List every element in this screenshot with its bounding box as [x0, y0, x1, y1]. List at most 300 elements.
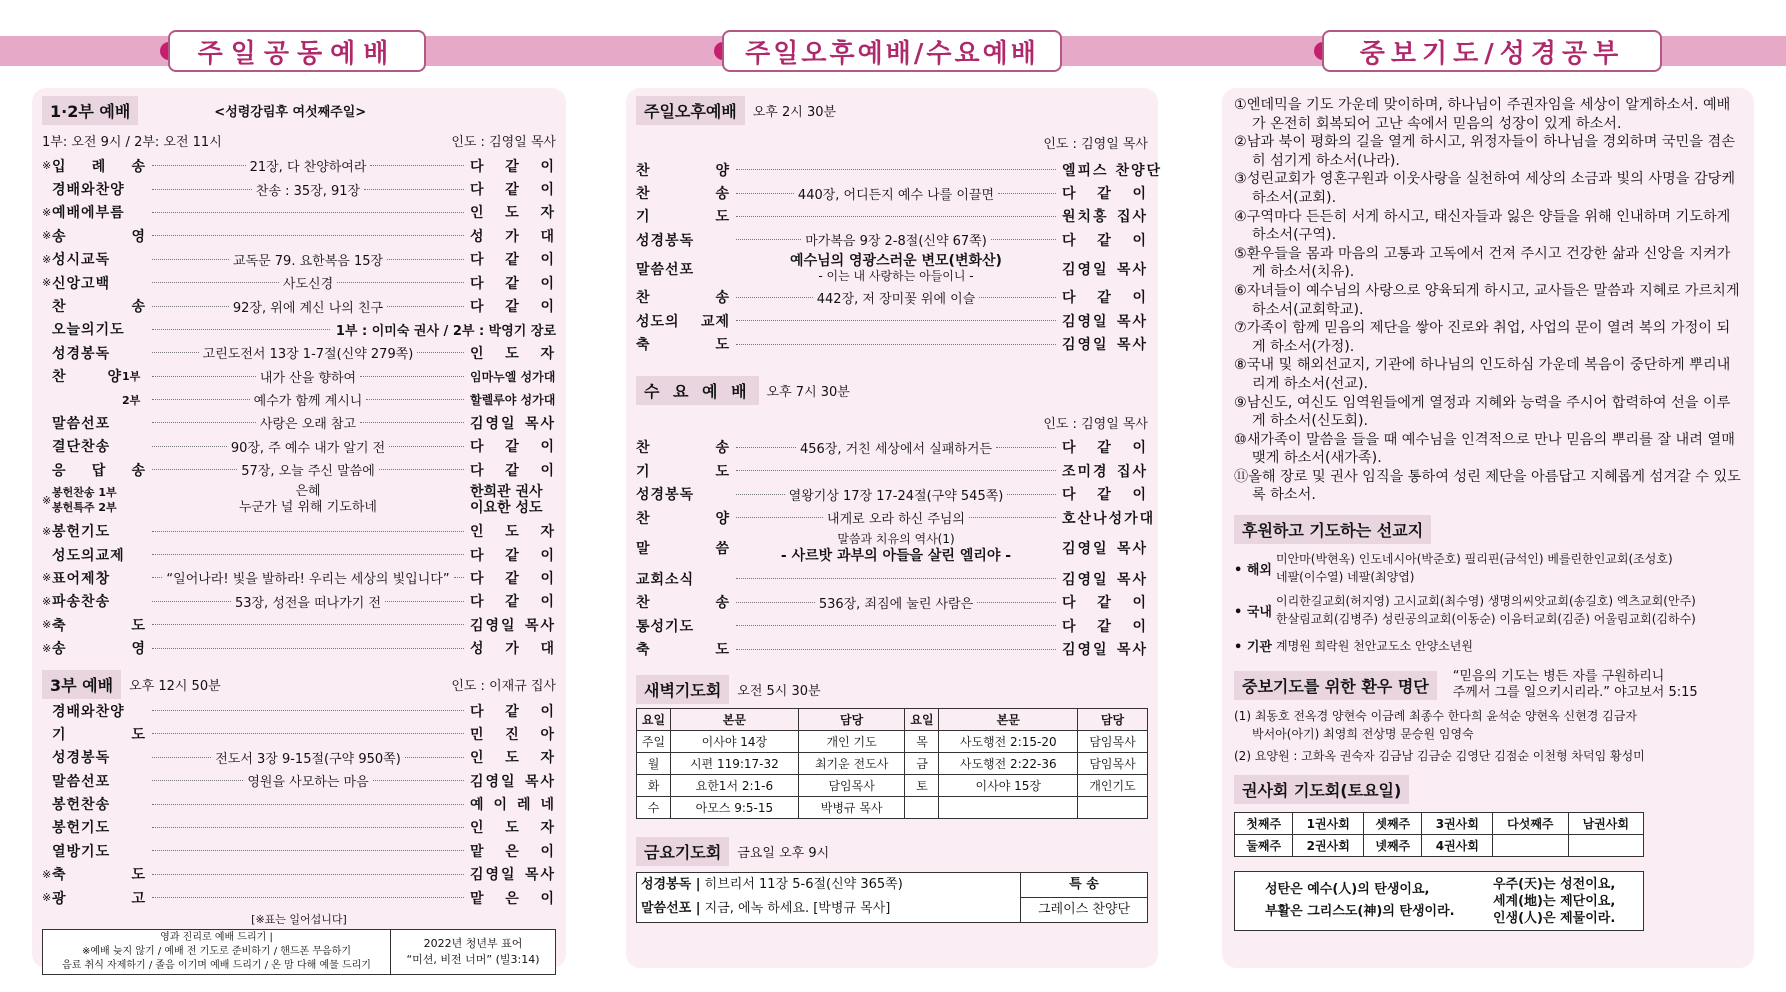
mission-abroad [1234, 550, 1742, 586]
friday-label: 성경봉독 | [641, 876, 701, 892]
standing-mark: ※ [42, 229, 52, 243]
order-label: 기 도 [52, 726, 146, 743]
order-content: 찬송 : 35장, 91장 [255, 183, 361, 199]
order-content: 예수님의 영광스러운 변모(변화산) [790, 252, 1002, 269]
friday-label: 말씀선포 | [641, 900, 701, 916]
order-label: 찬 양 [636, 162, 730, 179]
order-person: 다 같 이 [470, 158, 556, 175]
order-row [42, 863, 556, 886]
guide-line: 음료 취식 자제하기 / 졸음 이기며 예배 드리기 / 온 맘 다해 예물 드리기 [62, 960, 371, 972]
order-label: 응 답 송 [52, 462, 146, 479]
order-row [42, 411, 556, 434]
panel-afternoon-wednesday [626, 88, 1163, 968]
section-title-council: 권사회 기도회(토요일) [1234, 775, 1409, 804]
order-person: 다 같 이 [1062, 487, 1148, 504]
council-cell: 남권사회 [1568, 813, 1643, 835]
motto-box [1234, 871, 1644, 931]
order-row [636, 228, 1148, 251]
order-content: - 사르밧 과부의 아들을 살린 엘리야 - [780, 548, 1012, 565]
order-content: 53장, 성전을 떠나가기 전 [234, 595, 382, 611]
order-person: 맡 은 이 [470, 843, 556, 860]
table-cell: 개인기도 [1078, 774, 1148, 796]
column-title-sunday: 주일공동예배 [168, 30, 426, 72]
order-person: 다 같 이 [470, 462, 556, 479]
prayer-list [1234, 96, 1742, 505]
order-content: 영원을 사모하는 마음 [247, 775, 369, 791]
standing-mark: ※ [42, 891, 52, 905]
order-label: 봉헌찬송 [52, 797, 111, 814]
council-cell: 1권사회 [1293, 813, 1364, 835]
order-person: 호산나성가대 [1062, 510, 1156, 527]
table-row [637, 796, 1148, 818]
order-label: 송 영 [52, 641, 146, 658]
standing-mark: ※ [42, 641, 52, 655]
table-cell: 박병규 목사 [798, 796, 905, 818]
order-person: 김영일 목사 [1062, 541, 1148, 558]
order-person: 맡 은 이 [470, 890, 556, 907]
council-cell: 셋째주 [1364, 813, 1422, 835]
order-person: 다 같 이 [1062, 186, 1148, 203]
service-time: 오후 12시 50분 [129, 678, 221, 694]
standing-mark: ※ [42, 594, 52, 608]
order-row [636, 459, 1148, 482]
order-content: 내게로 오라 하신 주님의 [827, 512, 965, 528]
section-title-sunday-pm: 주일오후예배 [636, 96, 745, 125]
order-label: 성도의교제 [52, 547, 125, 564]
order-label: 오늘의기도 [52, 322, 125, 339]
order-label: 말씀선포 [52, 415, 111, 432]
order-person: 다 같 이 [1062, 595, 1148, 612]
section-title-mission: 후원하고 기도하는 선교지 [1234, 515, 1431, 544]
section-title-3: 3부 예배 [42, 670, 121, 699]
prayer-item: ⑦가족이 함께 믿음의 제단을 쌓아 진로와 취업, 사업의 문이 열려 복의 가정이 되게 하소서(가정). [1234, 320, 1731, 355]
prayer-item: ⑩새가족이 말씀을 들을 때 예수님을 인격적으로 만나 믿음의 뿌리를 잘 내려 열매 맺게 하소서(새가족). [1234, 431, 1735, 467]
council-cell: 넷째주 [1364, 835, 1422, 857]
order-person: 김영일 목사 [1062, 642, 1148, 659]
service-time: 오후 7시 30분 [766, 384, 850, 400]
table-cell: 월 [637, 752, 671, 774]
table-cell: 주일 [637, 730, 671, 752]
friday-content: 히브리서 11장 5-6절(신약 365쪽) [704, 876, 903, 892]
order-person: 다 같 이 [470, 594, 556, 611]
order-label: 경배와찬양 [52, 182, 125, 199]
order-row [42, 792, 556, 815]
order-row [42, 886, 556, 909]
mission-line: 계명원 희락원 천안교도소 안양소년원 [1276, 639, 1473, 654]
prayer-item: ④구역마다 든든히 서게 하시고, 태신자들과 잃은 양들을 위해 인내하며 기도하게 하소서(구역). [1234, 208, 1731, 244]
order-row [42, 839, 556, 862]
order-content: 말씀과 치유의 역사(1) [837, 532, 955, 547]
order-person: 엘피스 찬양단 [1062, 162, 1163, 179]
order-person: 다 같 이 [1062, 290, 1148, 307]
section-title-dawn: 새벽기도회 [636, 675, 729, 704]
order-label: 기 도 [636, 463, 730, 480]
prayer-item: ⑥자녀들이 예수님의 사랑으로 양육되게 하시고, 교사들은 말씀과 지혜로 가르치게 하소서(교회학교). [1234, 282, 1740, 318]
standing-mark: ※ [42, 618, 52, 632]
order-content: 예수가 함께 계시니 [253, 394, 363, 410]
order-person: 예 이 레 네 [470, 797, 556, 814]
order-person: 한희관 권사 이요한 성도 [470, 484, 543, 517]
order-row [42, 722, 556, 745]
order-label: 찬 송 [636, 440, 730, 457]
order-row [42, 543, 556, 566]
standing-mark: ※ [42, 276, 52, 290]
order-label: 성시교독 [52, 252, 111, 269]
council-cell: 4권사회 [1422, 835, 1493, 857]
order-row [42, 177, 556, 200]
mission-line: 이리한길교회(허지영) 고시교회(최수영) 생명의씨앗교회(송길호) 엑츠교회(안주) [1276, 594, 1696, 609]
order-row [42, 636, 556, 659]
motto-line: 세계(地)는 제단이요, [1493, 893, 1616, 909]
guide-line: ※예배 늦지 않기 / 예배 전 기도로 준비하기 / 핸드폰 무음하기 [81, 946, 352, 958]
order-person: 김영일 목사 [470, 415, 556, 432]
order-label: 광 고 [52, 890, 146, 907]
motto-line: 인생(人)은 제물이라. [1493, 910, 1616, 926]
motto-title: 2022년 청년부 표어 [423, 937, 523, 951]
council-cell-empty [1568, 835, 1643, 857]
order-content: 57장, 오늘 주신 말씀에 [241, 464, 375, 480]
order-person: 성 가 대 [470, 228, 556, 245]
table-header: 요일 [905, 708, 939, 730]
order-content: 456장, 거친 세상에서 실패하거든 [799, 441, 993, 457]
prayer-item: ⑨남신도, 여신도 임역원들에게 열정과 지혜와 능력을 주시어 합력하여 선을 이루게 하소서(신도회). [1234, 394, 1731, 430]
order-person: 인 도 자 [470, 820, 556, 837]
table-cell: 담임목사 [798, 774, 905, 796]
table-cell: 이사야 15장 [939, 774, 1078, 796]
special-song-label: 특 송 [1021, 873, 1147, 898]
prayer-item: ①엔데믹을 기도 가운데 맞이하며, 하나님이 주권자임을 세상이 알게하소서. 예배가 온전히 회복되어 고난 속에서 믿음의 성장이 있게 하소서. [1234, 97, 1731, 132]
order-row [42, 318, 556, 341]
order-person: 다 같 이 [1062, 232, 1148, 249]
table-cell [939, 796, 1078, 818]
order-row [42, 816, 556, 839]
mission-org [1234, 636, 1742, 655]
order-label: 성경봉독 [636, 232, 695, 249]
order-label: 말씀선포 [52, 773, 111, 790]
order-person: 다 같 이 [470, 547, 556, 564]
motto-line: 성탄은 예수(人)의 탄생이요, [1265, 882, 1430, 898]
standing-mark: ※ [42, 867, 52, 881]
order-person: 할렐루야 성가대 [470, 393, 556, 408]
order-label: 찬 송 [636, 290, 730, 307]
order-person: 다 같 이 [1062, 618, 1148, 635]
order-label: 경배와찬양 [52, 703, 125, 720]
order-label: 결단찬송 [52, 439, 111, 456]
order-row [636, 205, 1148, 228]
order-content: 440장, 어디든지 예수 나를 이끌면 [797, 187, 995, 203]
section-title-patients: 중보기도를 위한 환우 명단 [1234, 671, 1437, 700]
patient-line: (2) 요양원 : 고화옥 권숙자 김금남 김금순 김영단 김점순 이천형 차덕임 황성미 [1234, 749, 1645, 764]
order-label: 신앙고백 [52, 275, 111, 292]
order-row [636, 483, 1148, 506]
standing-mark: ※ [42, 524, 52, 538]
table-cell: 담임목사 [1078, 752, 1148, 774]
standing-mark: ※ [42, 159, 52, 173]
order-content: 90장, 주 예수 내가 알기 전 [230, 440, 386, 456]
order-label: 말씀선포 [636, 261, 695, 278]
table-cell: 화 [637, 774, 671, 796]
service-time: 오후 2시 30분 [752, 105, 837, 120]
table-cell: 이사야 14장 [671, 730, 799, 752]
order-person: 다 같 이 [470, 252, 556, 269]
guide-title: 영과 진리로 예배 드리기 | [160, 932, 273, 944]
order-person: 다 같 이 [470, 570, 556, 587]
order-row [42, 294, 556, 317]
order-content: 내가 산을 향하여 [259, 370, 357, 386]
section-subtitle: <성령강림후 여섯째주일> [214, 105, 367, 120]
order-label: 봉헌기도 [52, 524, 111, 541]
order-label: 성경봉독 [636, 487, 695, 504]
order-row [636, 591, 1148, 614]
order-person: 김영일 목사 [1062, 261, 1148, 278]
prayer-item: ⑤환우들을 몸과 마음의 고통과 고독에서 건져 주시고 건강한 삶과 신앙을 지켜가게 하소서(치유). [1234, 245, 1731, 281]
order-person: 인 도 자 [470, 750, 556, 767]
table-cell: 아모스 9:5-15 [671, 796, 799, 818]
motto-line: 우주(天)는 성전이요, [1493, 876, 1616, 892]
order-person: 김영일 목사 [470, 773, 556, 790]
order-person: 조미경 집사 [1062, 463, 1148, 480]
order-label: 파송찬송 [52, 594, 111, 611]
order-label: 교회소식 [636, 571, 695, 588]
order-content: 전도서 3장 9-15절(구약 950쪽) [215, 751, 401, 767]
order-person: 인 도 자 [470, 524, 556, 541]
order-row [42, 699, 556, 722]
order-row [42, 154, 556, 177]
council-cell: 첫째주 [1235, 813, 1293, 835]
order-row [42, 590, 556, 613]
order-person: 다 같 이 [470, 275, 556, 292]
order-content: 은혜 누군가 널 위해 기도하네 [239, 484, 377, 516]
order-row [636, 286, 1148, 309]
order-content: 열왕기상 17장 17-24절(구약 545쪽) [788, 488, 1004, 504]
table-header: 담당 [1078, 708, 1148, 730]
order-person: 다 같 이 [1062, 440, 1148, 457]
order-content: - 이는 내 사랑하는 아들이니 - [818, 268, 974, 283]
order-person: 다 같 이 [470, 182, 556, 199]
table-cell: 시편 119:17-32 [671, 752, 799, 774]
order-person: 인 도 자 [470, 205, 556, 222]
order-row-anthem-2 [42, 388, 556, 411]
mission-line: 네팔(이수열) 네팔(최양엽) [1276, 570, 1415, 585]
order-row-sermon [636, 529, 1148, 567]
prayer-item: ⑪올해 장로 및 권사 임직을 통하여 성린 제단을 아름답고 지혜롭게 섬겨갈 수 있도록 하소서. [1234, 468, 1741, 504]
order-row [42, 566, 556, 589]
motto-text: “미션, 비전 너머” (빌3:14) [406, 953, 540, 967]
order-content: 21장, 다 찬양하여라 [249, 160, 367, 176]
mission-line: 한살림교회(김병주) 성린공의교회(이동순) 이음터교회(김준) 어울림교회(김하수) [1276, 612, 1696, 627]
order-label: 성경봉독 [52, 345, 111, 362]
order-label: 축 도 [52, 867, 146, 884]
order-label: 표어제창 [52, 570, 111, 587]
table-cell: 개인 기도 [798, 730, 905, 752]
table-header: 본문 [671, 708, 799, 730]
order-label: 통성기도 [636, 618, 695, 635]
prayer-item: ⑧국내 및 해외선교지, 기관에 하나님의 인도하심 가운데 복음이 중단하게 뿌리내리게 하소서(선교). [1234, 357, 1731, 392]
standing-mark: ※ [42, 252, 52, 266]
standing-mark: ※ [42, 205, 52, 219]
scripture-quote: “믿음의 기도는 병든 자를 구원하리니 [1452, 669, 1665, 685]
prayer-item: ③성린교회가 영혼구원과 이웃사랑을 실천하여 세상의 소금과 빛의 사명을 감당케 하소서(교회). [1234, 171, 1736, 206]
service-times: 1부: 오전 9시 / 2부: 오전 11시 [42, 135, 222, 150]
order-content: 92장, 위에 계신 나의 친구 [232, 300, 384, 316]
order-label: 찬 송 [636, 595, 730, 612]
friday-box [636, 872, 1148, 923]
order-row-anthem-1 [42, 365, 556, 388]
table-header: 본문 [939, 708, 1078, 730]
order-row [42, 519, 556, 542]
order-person: 김영일 목사 [470, 617, 556, 634]
table-cell [1078, 796, 1148, 818]
table-row [637, 730, 1148, 752]
order-content: 사도신경 [282, 277, 334, 293]
order-label: 송 영 [52, 228, 146, 245]
order-person: 김영일 목사 [470, 867, 556, 884]
leader: 인도 : 김영일 목사 [451, 135, 556, 150]
order-label: 찬 양 [636, 510, 730, 527]
order-label: 축 도 [636, 642, 730, 659]
order-label: 축 도 [636, 337, 730, 354]
table-header: 담당 [798, 708, 905, 730]
motto-line: 부활은 그리스도(神)의 탄생이라. [1265, 904, 1455, 920]
column-title-afternoon: 주일오후예배/수요예배 [722, 30, 1062, 72]
section-title-12: 1·2부 예배 [42, 96, 138, 125]
table-row [637, 752, 1148, 774]
order-row-sermon [636, 252, 1148, 286]
order-person: 다 같 이 [470, 299, 556, 316]
order-row [42, 201, 556, 224]
order-row [636, 614, 1148, 637]
order-label: 열방기도 [52, 843, 111, 860]
order-person: 임마누엘 성가대 [470, 369, 556, 384]
order-row [42, 248, 556, 271]
order-row [42, 613, 556, 636]
table-cell: 수 [637, 796, 671, 818]
order-label: 성도의 교제 [636, 313, 730, 330]
order-content: “일어나라! 빛을 발하라! 우리는 세상의 빛입니다” [166, 572, 450, 588]
table-cell: 사도행전 2:22-36 [939, 752, 1078, 774]
table-cell: 최기운 전도사 [798, 752, 905, 774]
order-row [42, 435, 556, 458]
worship-guide-box [42, 929, 556, 975]
table-cell: 목 [905, 730, 939, 752]
order-content: 사랑은 오래 참고 [259, 417, 357, 433]
order-label: 입 례 송 [52, 158, 146, 175]
order-label: 봉헌기도 [52, 820, 111, 837]
council-cell: 다섯째주 [1493, 813, 1568, 835]
section-title-friday: 금요기도회 [636, 837, 729, 866]
order-content: 536장, 죄짐에 눌린 사람은 [818, 596, 974, 612]
table-cell: 담임목사 [1078, 730, 1148, 752]
table-cell: 요한1서 2:1-6 [671, 774, 799, 796]
order-label: 기 도 [636, 209, 730, 226]
order-person: 민 진 아 [470, 726, 556, 743]
order-row [636, 158, 1163, 181]
council-cell: 2권사회 [1293, 835, 1364, 857]
order-label: 말 씀 [636, 541, 730, 558]
order-row [42, 458, 556, 481]
order-person: 원치홍 집사 [1062, 209, 1148, 226]
table-cell: 사도행전 2:15-20 [939, 730, 1078, 752]
table-cell [905, 796, 939, 818]
scripture-quote: 주께서 그를 일으키시리라.” 야고보서 5:15 [1452, 685, 1698, 701]
service-time: 오전 5시 30분 [737, 683, 821, 699]
patient-line: (1) 최동호 전옥경 양현숙 이금례 최종수 한다희 윤석순 양현옥 신현경 김금자 [1234, 709, 1637, 724]
council-cell: 둘째주 [1235, 835, 1293, 857]
patient-line: 박서아(아기) 최영희 전상명 문승원 임영숙 [1252, 727, 1474, 742]
leader: 인도 : 김영일 목사 [1043, 137, 1148, 152]
section-title-wednesday: 수 요 예 배 [636, 376, 759, 405]
order-person: 인 도 자 [470, 345, 556, 362]
mission-line: 미안마(박현옥) 인도네시아(박준호) 필리핀(금석인) 베를린한인교회(조성호) [1276, 552, 1673, 567]
order-label: 찬 양 [52, 369, 122, 386]
order-person: 다 같 이 [470, 703, 556, 720]
dawn-schedule-table [636, 708, 1148, 819]
order-row-offering: ※ 봉헌찬송 1부 봉헌특주 2부 은혜 누군가 널 위해 기도하네 한희관 권사 이요한 성도 [42, 481, 556, 519]
order-label: 찬 송 [52, 299, 146, 316]
prayer-item: ②남과 북이 평화의 길을 열게 하시고, 위정자들이 하나님을 경외하며 국민을 겸손히 섬기게 하소서(나라). [1234, 134, 1735, 169]
council-table [1234, 812, 1644, 857]
mission-domestic [1234, 592, 1742, 628]
order-row [636, 637, 1148, 660]
patient-list [1234, 707, 1742, 765]
order-person: 김영일 목사 [1062, 313, 1148, 330]
friday-content: 지금, 에녹 하세요. [박병규 목사] [704, 900, 891, 916]
mission-label: • 해외 [1234, 562, 1272, 578]
council-cell: 3권사회 [1422, 813, 1493, 835]
order-row [42, 224, 556, 247]
table-cell: 금 [905, 752, 939, 774]
table-cell: 토 [905, 774, 939, 796]
order-label: 봉헌찬송 1부 봉헌특주 2부 [52, 486, 117, 515]
order-row [636, 436, 1148, 459]
council-cell-empty [1493, 835, 1568, 857]
order-content: 442장, 저 장미꽃 위에 이슬 [816, 291, 976, 307]
order-person: 1부 : 이미숙 권사 / 2부 : 박영기 장로 [335, 323, 556, 339]
mission-label: • 기관 [1234, 640, 1272, 656]
order-row [42, 746, 556, 769]
order-row [42, 271, 556, 294]
order-person: 성 가 대 [470, 641, 556, 658]
order-label: 축 도 [52, 617, 146, 634]
standing-note: [※표는 일어섭니다] [251, 913, 347, 927]
order-content: 마가복음 9장 2-8절(신약 67쪽) [805, 234, 987, 250]
leader: 인도 : 김영일 목사 [1043, 416, 1148, 432]
order-row [636, 332, 1148, 355]
order-row [636, 309, 1148, 332]
order-label: 예배에부름 [52, 205, 125, 222]
column-title-intercession: 중보기도/성경공부 [1322, 30, 1662, 72]
panel-intercession [1222, 88, 1754, 968]
order-row [42, 341, 556, 364]
table-row [637, 774, 1148, 796]
order-person: 김영일 목사 [1062, 337, 1148, 354]
mission-label: • 국내 [1234, 604, 1272, 620]
order-row [42, 769, 556, 792]
order-content: 고린도전서 13장 1-7절(신약 279쪽) [202, 347, 414, 363]
order-row [636, 567, 1148, 590]
order-person: 다 같 이 [470, 439, 556, 456]
order-row [636, 181, 1148, 204]
order-sub: 2부 [122, 393, 141, 407]
leader: 인도 : 이재규 집사 [451, 678, 556, 694]
special-song-group: 그레이스 찬양단 [1037, 901, 1131, 917]
standing-mark: ※ [42, 571, 52, 585]
order-person: 김영일 목사 [1062, 571, 1148, 588]
service-time: 금요일 오후 9시 [737, 845, 830, 861]
order-row [636, 506, 1156, 529]
panel-sunday-worship [32, 88, 566, 972]
order-sub: 1부 [122, 370, 141, 384]
